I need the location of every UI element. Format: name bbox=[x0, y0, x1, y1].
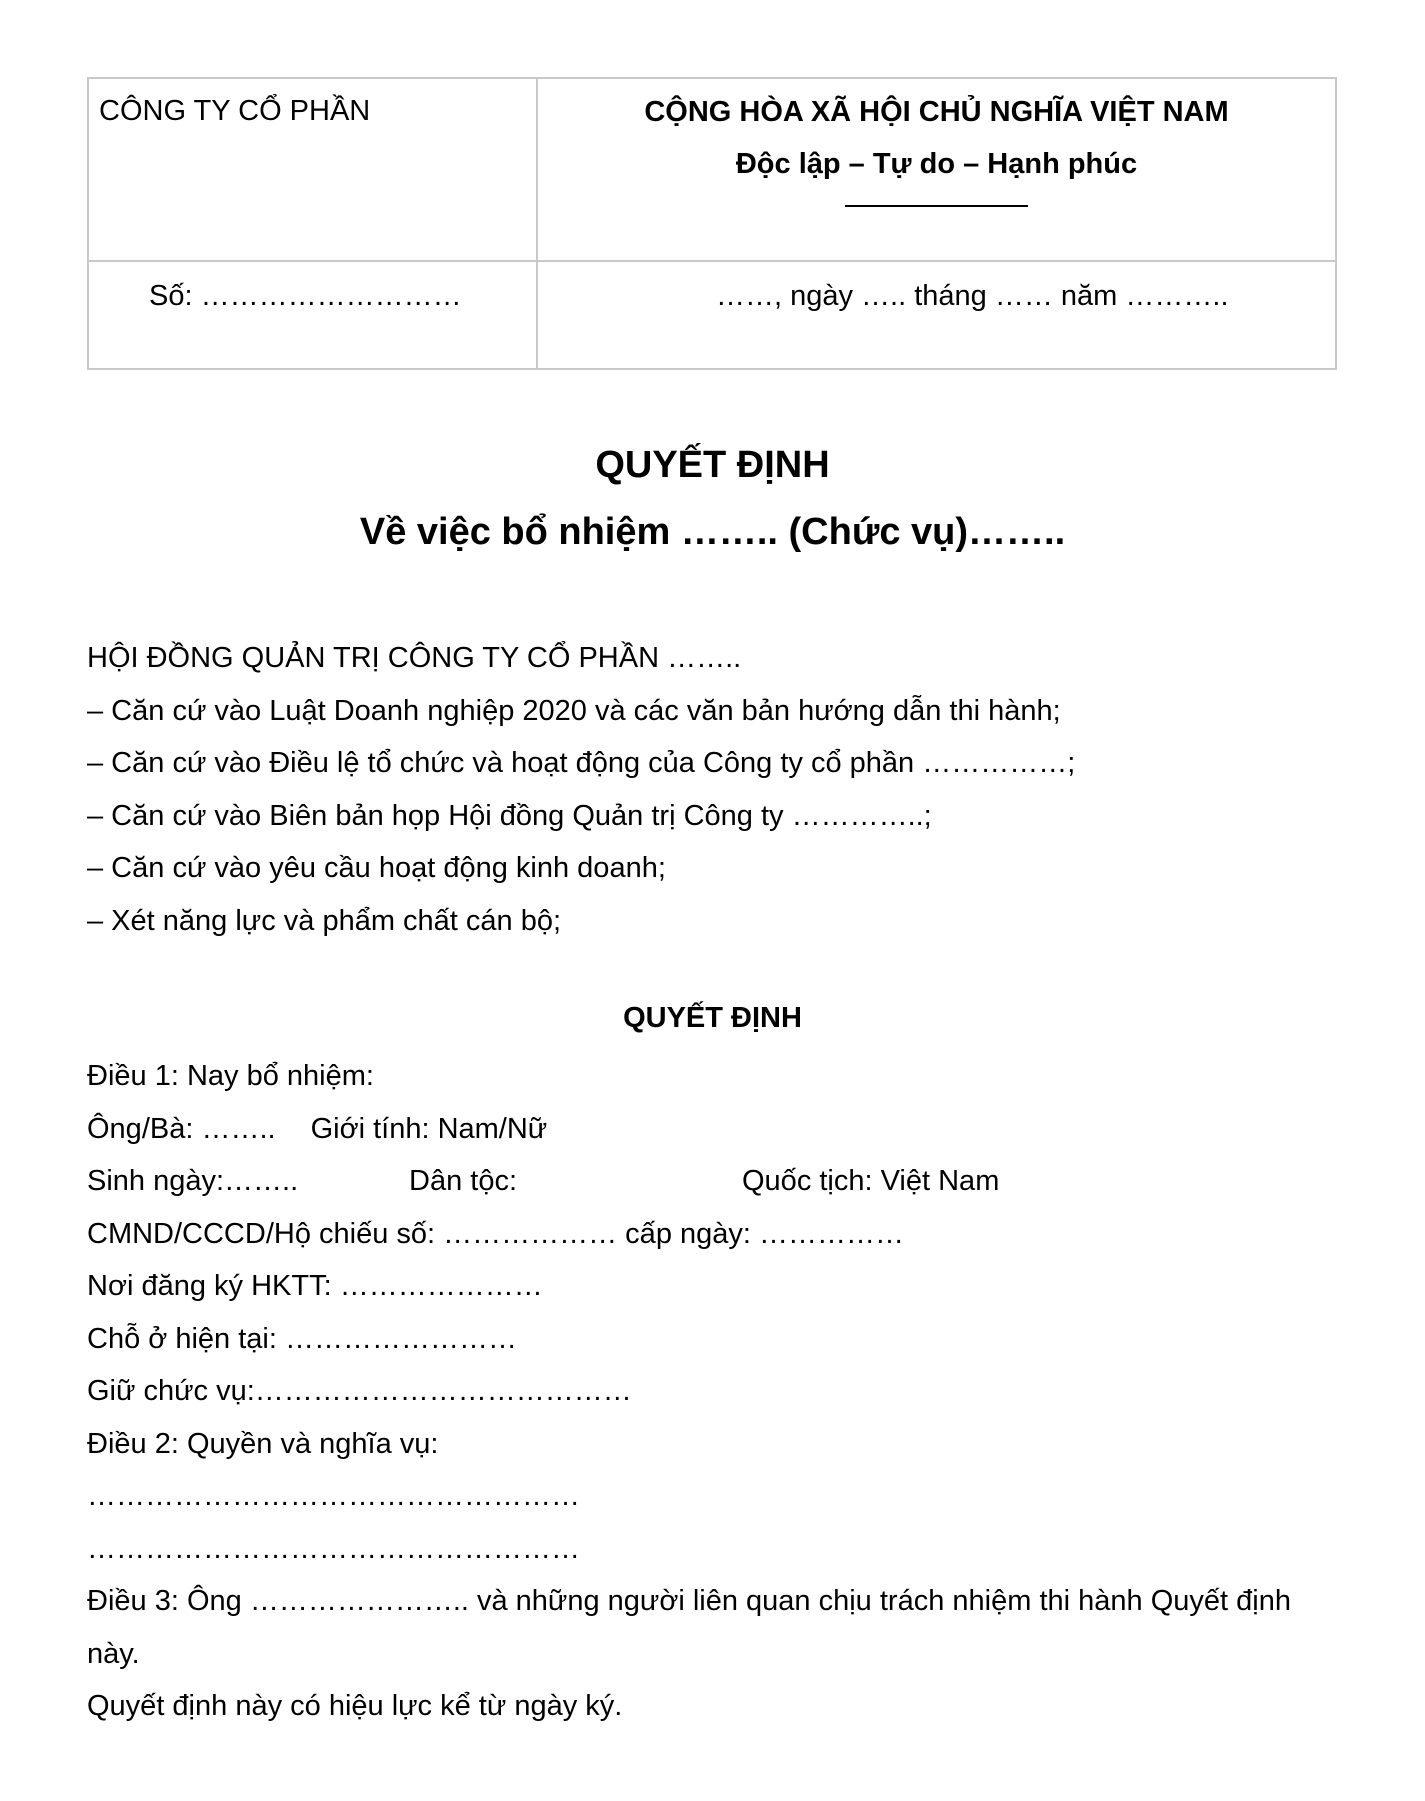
current-address-line: Chỗ ở hiện tại: …………………… bbox=[87, 1322, 517, 1355]
nation-cell bbox=[537, 78, 1336, 261]
company-name: CÔNG TY CỔ PHẦN bbox=[99, 95, 371, 127]
article-1: Điều 1: Nay bổ nhiệm: bbox=[87, 1060, 374, 1092]
effective-line: Quyết định này có hiệu lực kể từ ngày ký. bbox=[87, 1690, 623, 1722]
article-2: Điều 2: Quyền và nghĩa vụ: bbox=[87, 1427, 439, 1460]
person-line bbox=[87, 1103, 1327, 1156]
number-cell bbox=[88, 261, 537, 369]
article-3: Điều 3: Ông ………………….. và những người liên quan chịu trách nhiệm thi hành Quyết định này. bbox=[87, 1585, 1291, 1670]
basis-item: – Căn cứ vào Điều lệ tổ chức và hoạt động của Công ty cổ phần ……………; bbox=[87, 747, 1076, 779]
basis-item: – Căn cứ vào Luật Doanh nghiệp 2020 và các văn bản hướng dẫn thi hành; bbox=[87, 694, 1061, 727]
document-date: ……, ngày ….. tháng …… năm ……….. bbox=[716, 280, 1229, 312]
nation-motto: Độc lập – Tự do – Hạnh phúc bbox=[735, 148, 1138, 180]
preamble bbox=[87, 632, 1327, 947]
nationality: Quốc tịch: Việt Nam bbox=[742, 1165, 1000, 1197]
basis-item: – Xét năng lực và phẩm chất cán bộ; bbox=[87, 904, 562, 937]
basis-item: – Căn cứ vào yêu cầu hoạt động kinh doanh; bbox=[87, 852, 666, 884]
residence-line: Nơi đăng ký HKTT: ………………… bbox=[87, 1270, 543, 1302]
basis-item: – Căn cứ vào Biên bản họp Hội đồng Quản trị Công ty …………..; bbox=[87, 799, 932, 832]
id-line: CMND/CCCD/Hộ chiếu số: ……………… cấp ngày: …………… bbox=[87, 1217, 904, 1250]
person-gender: Giới tính: Nam/Nữ bbox=[310, 1112, 548, 1145]
board-line: HỘI ĐỒNG QUẢN TRỊ CÔNG TY CỔ PHẦN …….. bbox=[87, 642, 742, 674]
document-title: QUYẾT ĐỊNH bbox=[595, 444, 830, 486]
birth-line bbox=[87, 1155, 1327, 1208]
articles bbox=[87, 1050, 1327, 1733]
nation-title: CỘNG HÒA XÃ HỘI CHỦ NGHĨA VIỆT NAM bbox=[644, 96, 1229, 128]
person-name: Ông/Bà: …….. bbox=[87, 1112, 276, 1145]
company-cell bbox=[88, 78, 537, 261]
motto-underline bbox=[845, 205, 1028, 207]
document-number: Số: ……………………… bbox=[149, 280, 462, 312]
date-cell bbox=[537, 261, 1336, 369]
header-table bbox=[87, 77, 1337, 370]
position-line: Giữ chức vụ:………………………………… bbox=[87, 1375, 632, 1407]
placeholder-dots: …………………………………………… bbox=[87, 1532, 580, 1565]
ethnicity: Dân tộc: bbox=[409, 1165, 517, 1197]
decision-heading: QUYẾT ĐỊNH bbox=[623, 1002, 802, 1034]
document-subtitle: Về việc bổ nhiệm …….. (Chức vụ)…….. bbox=[359, 511, 1066, 553]
birth-date: Sinh ngày:…….. bbox=[87, 1165, 299, 1197]
placeholder-dots: …………………………………………… bbox=[87, 1480, 580, 1512]
